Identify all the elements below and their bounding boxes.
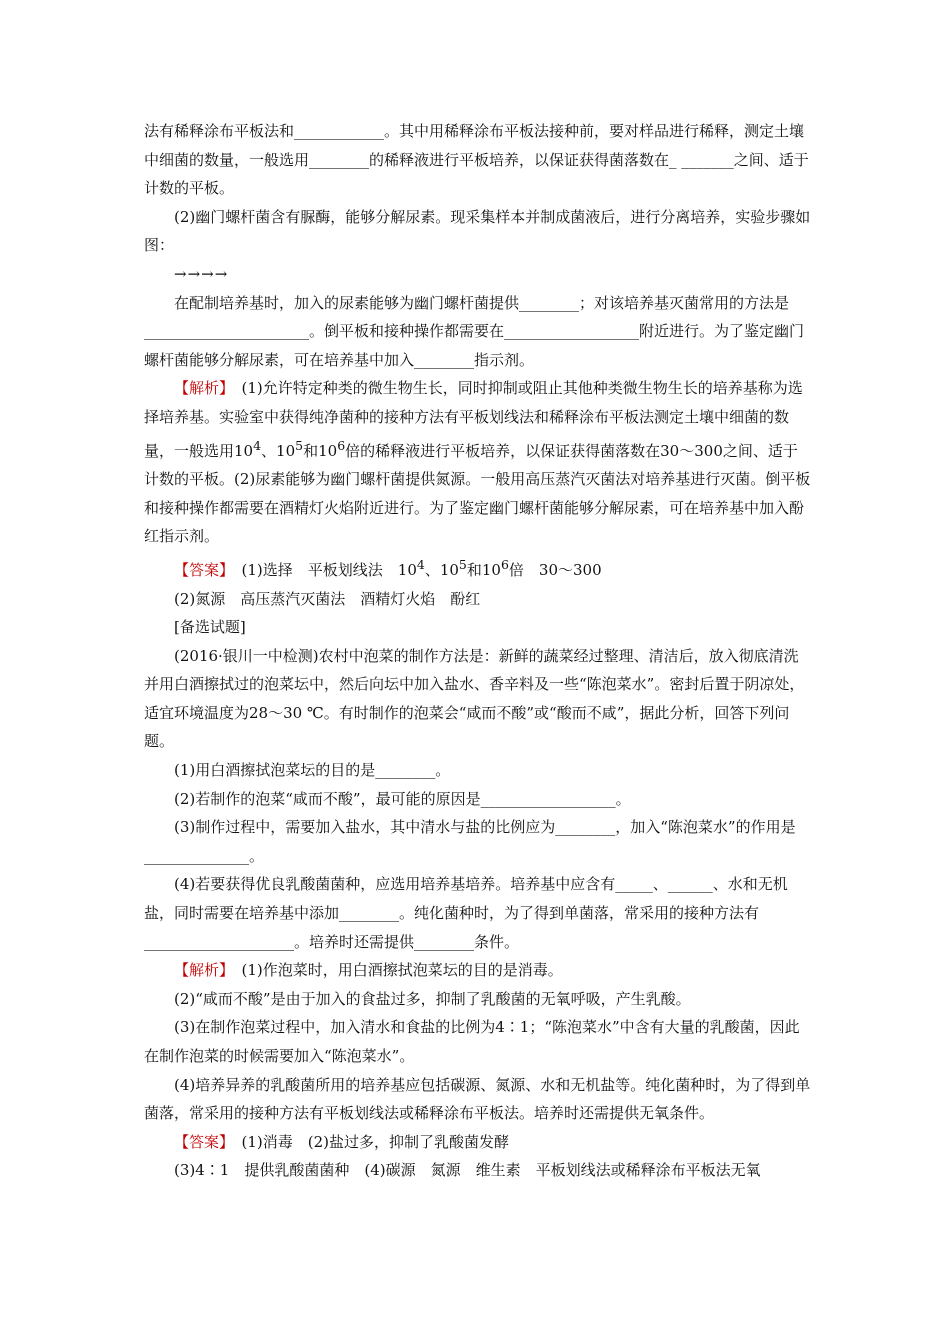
question-2-sub-4: (4)若要获得优良乳酸菌菌种，应选用培养基培养。培养基中应含有_____、______、水和无机盐，同时需要在培养基中添加________。纯化菌种时，为了得到单菌落，常采用的接种方法有____________________。培养时还需提供________条件。 (144, 875, 788, 951)
analysis-2-part-3: (3)在制作泡菜过程中，加入清水和食盐的比例为4∶1；“陈泡菜水”中含有大量的乳酸菌，因此在制作泡菜的时候需要加入“陈泡菜水”。 (144, 1018, 800, 1065)
analysis-2-text-1: (1)作泡菜时，用白酒擦拭泡菜坛的目的是消毒。 (241, 961, 563, 980)
answer-label: 【答案】 (174, 560, 227, 579)
analysis-2 (144, 956, 812, 985)
analysis-1 (144, 374, 812, 551)
answer-1-text-c: 和10 (466, 560, 501, 579)
answer-1-text-b: 、10 (424, 560, 459, 579)
answer-2-text-1: (1)消毒 (2)盐过多，抑制了乳酸菌发酵 (241, 1132, 510, 1151)
optional-questions-heading: [备选试题] (174, 618, 246, 637)
answer-2-part-2: (3)4∶1 提供乳酸菌菌种 (4)碳源 氮源 维生素 平板划线法或稀释涂布平板法无氧 (174, 1161, 761, 1180)
answer-1-text-a: (1)选择 平板划线法 10 (241, 560, 417, 579)
document-body (144, 117, 812, 1185)
question-1-part-2-prompt: 在配制培养基时，加入的尿素能够为幽门螺杆菌提供________；对该培养基灭菌常用的方法是______________________。倒平板和接种操作都需要在__________________附近进行。为了鉴定幽门螺杆菌能够分解尿素，可在培养基中加入________指示剂。 (144, 293, 805, 369)
question-1-part-2: (2)幽门螺杆菌含有脲酶，能够分解尿素。现采集样本并制成菌液后，进行分离培养，实验步骤如图： (144, 207, 811, 255)
analysis-1-text-c: 和10 (303, 441, 338, 460)
exponent: 6 (337, 437, 346, 453)
question-2-sub-2: (2)若制作的泡菜“咸而不酸”，最可能的原因是__________________。 (174, 789, 631, 808)
analysis-label: 【解析】 (174, 379, 227, 398)
exponent: 5 (458, 556, 467, 572)
answer-label: 【答案】 (174, 1132, 227, 1151)
analysis-1-text-a: (1)允许特定种类的微生物生长，同时抑制或阻止其他种类微生物生长的培养基称为选择培养基。实验室中获得纯净菌种的接种方法有平板划线法和稀释涂布平板法测定土壤中细菌的数量，一般选用10 (144, 379, 803, 460)
experiment-steps-arrows: →→→→ (174, 264, 229, 283)
exponent: 4 (416, 556, 425, 572)
answer-1-part-2: (2)氮源 高压蒸汽灭菌法 酒精灯火焰 酚红 (174, 589, 481, 608)
exponent: 4 (253, 437, 262, 453)
exponent: 5 (295, 437, 304, 453)
question-1-continuation: 法有稀释涂布平板法和____________。其中用稀释涂布平板法接种前，要对样品进行稀释，测定土壤中细菌的数量，一般选用________的稀释液进行平板培养，以保证获得菌落数在_ _______之间、适于计数的平板。 (144, 122, 809, 198)
exponent: 6 (500, 556, 509, 572)
answer-2 (144, 1128, 812, 1157)
answer-1 (144, 551, 812, 585)
analysis-2-part-4: (4)培养异养的乳酸菌所用的培养基应包括碳源、氮源、水和无机盐等。纯化菌种时，为了得到单菌落，常采用的接种方法有平板划线法或稀释涂布平板法。培养时还需提供无氧条件。 (144, 1075, 811, 1123)
question-2-sub-1: (1)用白酒擦拭泡菜坛的目的是________。 (174, 761, 451, 780)
analysis-1-text-d: 倍的稀释液进行平板培养，以保证获得菌落数在30～300之间、适于计数的平板。(2)尿素能够为幽门螺杆菌提供氮源。一般用高压蒸汽灭菌法对培养基进行灭菌。倒平板和接种操作都需要在酒精灯火焰附近进行。为了鉴定幽门螺杆菌能够分解尿素，可在培养基中加入酚红指示剂。 (144, 441, 811, 546)
answer-1-text-d: 倍 30～300 (508, 560, 602, 579)
question-2-intro: (2016·银川一中检测)农村中泡菜的制作方法是：新鲜的蔬菜经过整理、清洁后，放入彻底清洗并用白酒擦拭过的泡菜坛中，然后向坛中加入盐水、香辛料及一些“陈泡菜水”。密封后置于阴凉处，适宜环境温度为28～30 ℃。有时制作的泡菜会“咸而不酸”或“酸而不咸”，据此分析，回答下列问题。 (144, 646, 805, 751)
analysis-1-text-b: 、10 (261, 441, 296, 460)
analysis-2-part-2: (2)“咸而不酸”是由于加入的食盐过多，抑制了乳酸菌的无氧呼吸，产生乳酸。 (174, 989, 691, 1008)
analysis-label: 【解析】 (174, 961, 227, 980)
question-2-sub-3: (3)制作过程中，需要加入盐水，其中清水与盐的比例应为________，加入“陈泡菜水”的作用是______________。 (144, 818, 796, 865)
